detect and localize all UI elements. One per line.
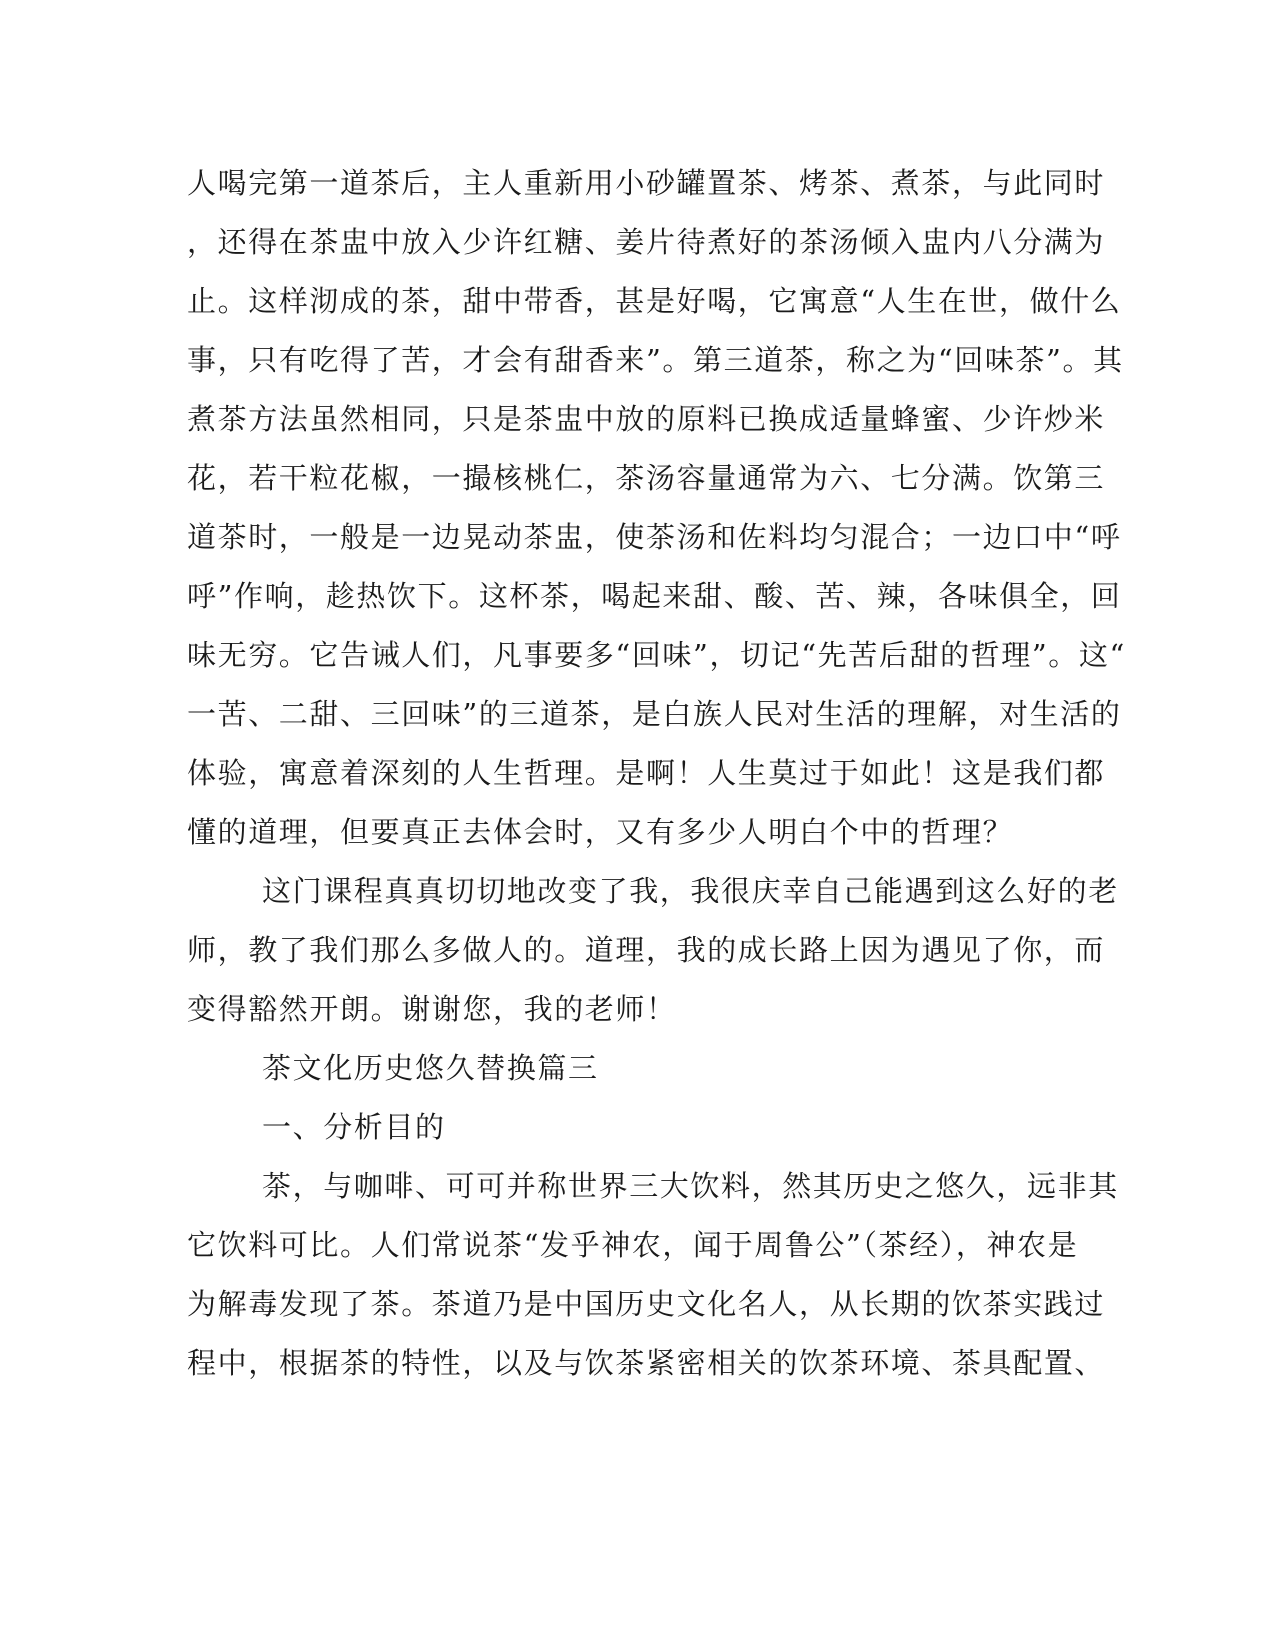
body-text-line: 师，教了我们那么多做人的。道理，我的成长路上因为遇见了你，而 bbox=[187, 933, 1106, 967]
paragraph-first-line: 这门课程真真切切地改变了我，我很庆幸自己能遇到这么好的老 bbox=[262, 874, 1119, 908]
body-text-line: 事，只有吃得了苦，才会有甜香来”。第三道茶，称之为“回味茶”。其 bbox=[187, 343, 1124, 377]
paragraph-first-line: 茶，与咖啡、可可并称世界三大饮料，然其历史之悠久，远非其 bbox=[262, 1169, 1119, 1203]
section-heading: 一、分析目的 bbox=[262, 1110, 446, 1144]
body-text-line: 懂的道理，但要真正去体会时，又有多少人明白个中的哲理？ bbox=[187, 815, 1014, 849]
body-text-line: 道茶时，一般是一边晃动茶盅，使茶汤和佐料均匀混合；一边口中“呼 bbox=[187, 520, 1122, 554]
body-text-line: 体验，寓意着深刻的人生哲理。是啊！人生莫过于如此！这是我们都 bbox=[187, 756, 1106, 790]
body-text-line: 味无穷。它告诫人们，凡事要多“回味”，切记“先苦后甜的哲理”。这“ bbox=[187, 638, 1126, 672]
body-text-line: 花，若干粒花椒，一撮核桃仁，茶汤容量通常为六、七分满。饮第三 bbox=[187, 461, 1106, 495]
section-title: 茶文化历史悠久替换篇三 bbox=[262, 1051, 599, 1085]
body-text-line: 为解毒发现了茶。茶道乃是中国历史文化名人，从长期的饮茶实践过 bbox=[187, 1287, 1106, 1321]
body-text-line: 一苦、二甜、三回味”的三道茶，是白族人民对生活的理解，对生活的 bbox=[187, 697, 1122, 731]
body-text-line: 程中，根据茶的特性，以及与饮茶紧密相关的饮茶环境、茶具配置、 bbox=[187, 1346, 1106, 1380]
body-text-line: 变得豁然开朗。谢谢您，我的老师！ bbox=[187, 992, 677, 1026]
body-text-line: ，还得在茶盅中放入少许红糖、姜片待煮好的茶汤倾入盅内八分满为 bbox=[187, 225, 1106, 259]
body-text-line: 煮茶方法虽然相同，只是茶盅中放的原料已换成适量蜂蜜、少许炒米 bbox=[187, 402, 1106, 436]
body-text-line: 止。这样沏成的茶，甜中带香，甚是好喝，它寓意“人生在世，做什么 bbox=[187, 284, 1122, 318]
body-text-line: 呼”作响，趁热饮下。这杯茶，喝起来甜、酸、苦、辣，各味俱全，回 bbox=[187, 579, 1122, 613]
body-text-line: 人喝完第一道茶后，主人重新用小砂罐置茶、烤茶、煮茶，与此同时 bbox=[187, 166, 1106, 200]
body-text-line: 它饮料可比。人们常说茶“发乎神农，闻于周鲁公”（茶经），神农是 bbox=[187, 1228, 1079, 1262]
